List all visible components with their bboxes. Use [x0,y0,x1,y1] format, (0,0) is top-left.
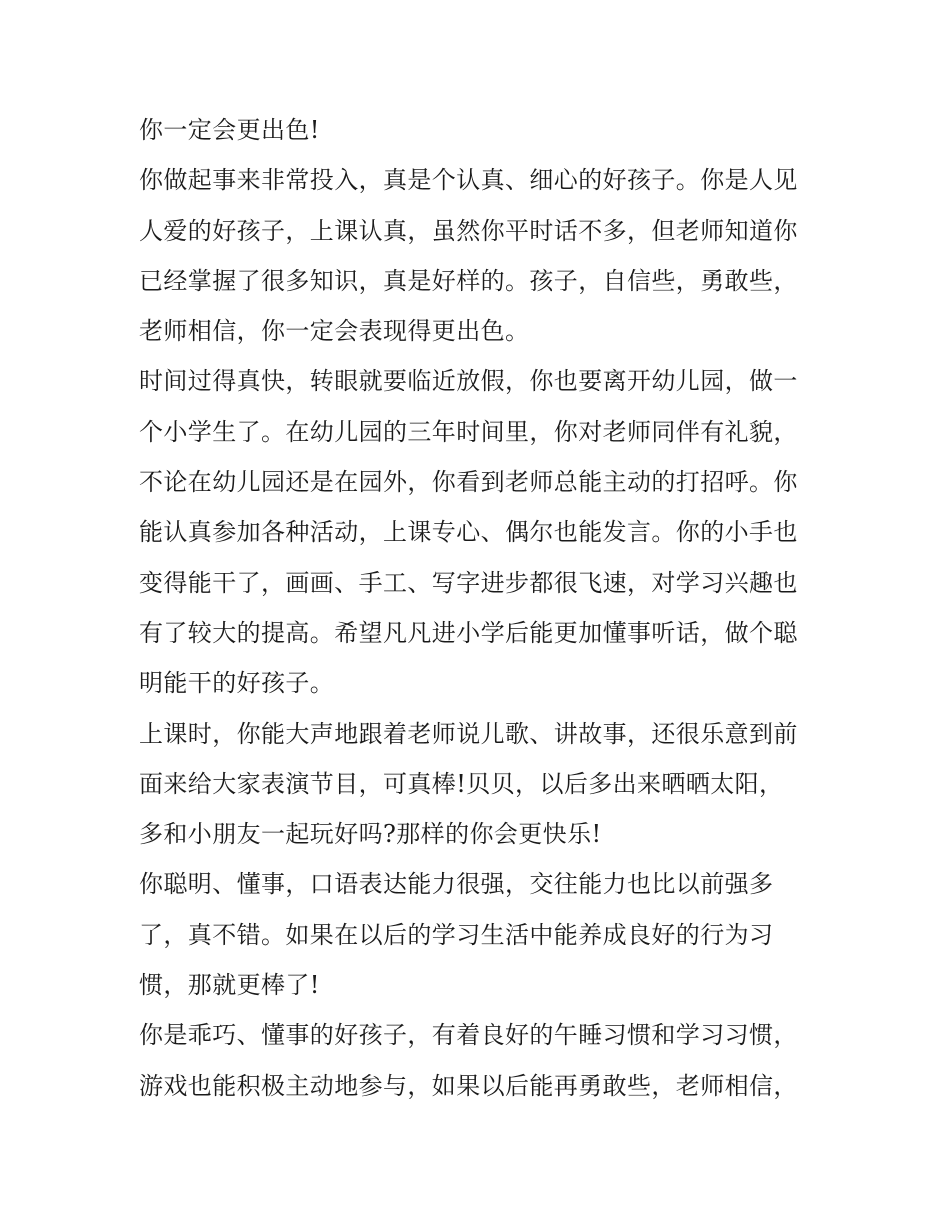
text-line: 面来给大家表演节目，可真棒!贝贝，以后多出来晒晒太阳， [139,769,784,798]
text-line: 时间过得真快，转眼就要临近放假，你也要离开幼儿园，做一 [139,367,798,396]
text-line: 你一定会更出色! [139,116,320,144]
text-line: 了，真不错。如果在以后的学习生活中能养成良好的行为习 [139,920,774,949]
text-line: 变得能干了，画画、手工、写字进步都很飞速，对学习兴趣也 [139,568,798,597]
text-line: 老师相信，你一定会表现得更出色。 [139,317,530,346]
text-line: 人爱的好孩子，上课认真，虽然你平时话不多，但老师知道你 [139,216,798,245]
text-line: 你做起事来非常投入，真是个认真、细心的好孩子。你是人见 [139,166,798,195]
text-line: 已经掌握了很多知识，真是好样的。孩子，自信些，勇敢些， [139,266,798,295]
document-body [139,110,819,1116]
text-line: 多和小朋友一起玩好吗?那样的你会更快乐! [139,820,602,849]
text-line: 有了较大的提高。希望凡凡进小学后能更加懂事听话，做个聪 [139,618,798,647]
text-line: 惯，那就更棒了! [139,971,320,1000]
text-line: 能认真参加各种活动，上课专心、偶尔也能发言。你的小手也 [139,518,798,547]
text-line: 明能干的好孩子。 [139,669,335,698]
text-line: 你是乖巧、懂事的好孩子，有着良好的午睡习惯和学习习惯， [139,1021,798,1050]
text-line: 个小学生了。在幼儿园的三年时间里，你对老师同伴有礼貌， [139,417,798,446]
text-line: 上课时，你能大声地跟着老师说儿歌、讲故事，还很乐意到前 [139,719,798,748]
text-line: 不论在幼儿园还是在园外，你看到老师总能主动的打招呼。你 [139,468,798,497]
text-line: 你聪明、懂事，口语表达能力很强，交往能力也比以前强多 [139,870,774,899]
text-line: 游戏也能积极主动地参与，如果以后能再勇敢些，老师相信， [139,1071,798,1100]
